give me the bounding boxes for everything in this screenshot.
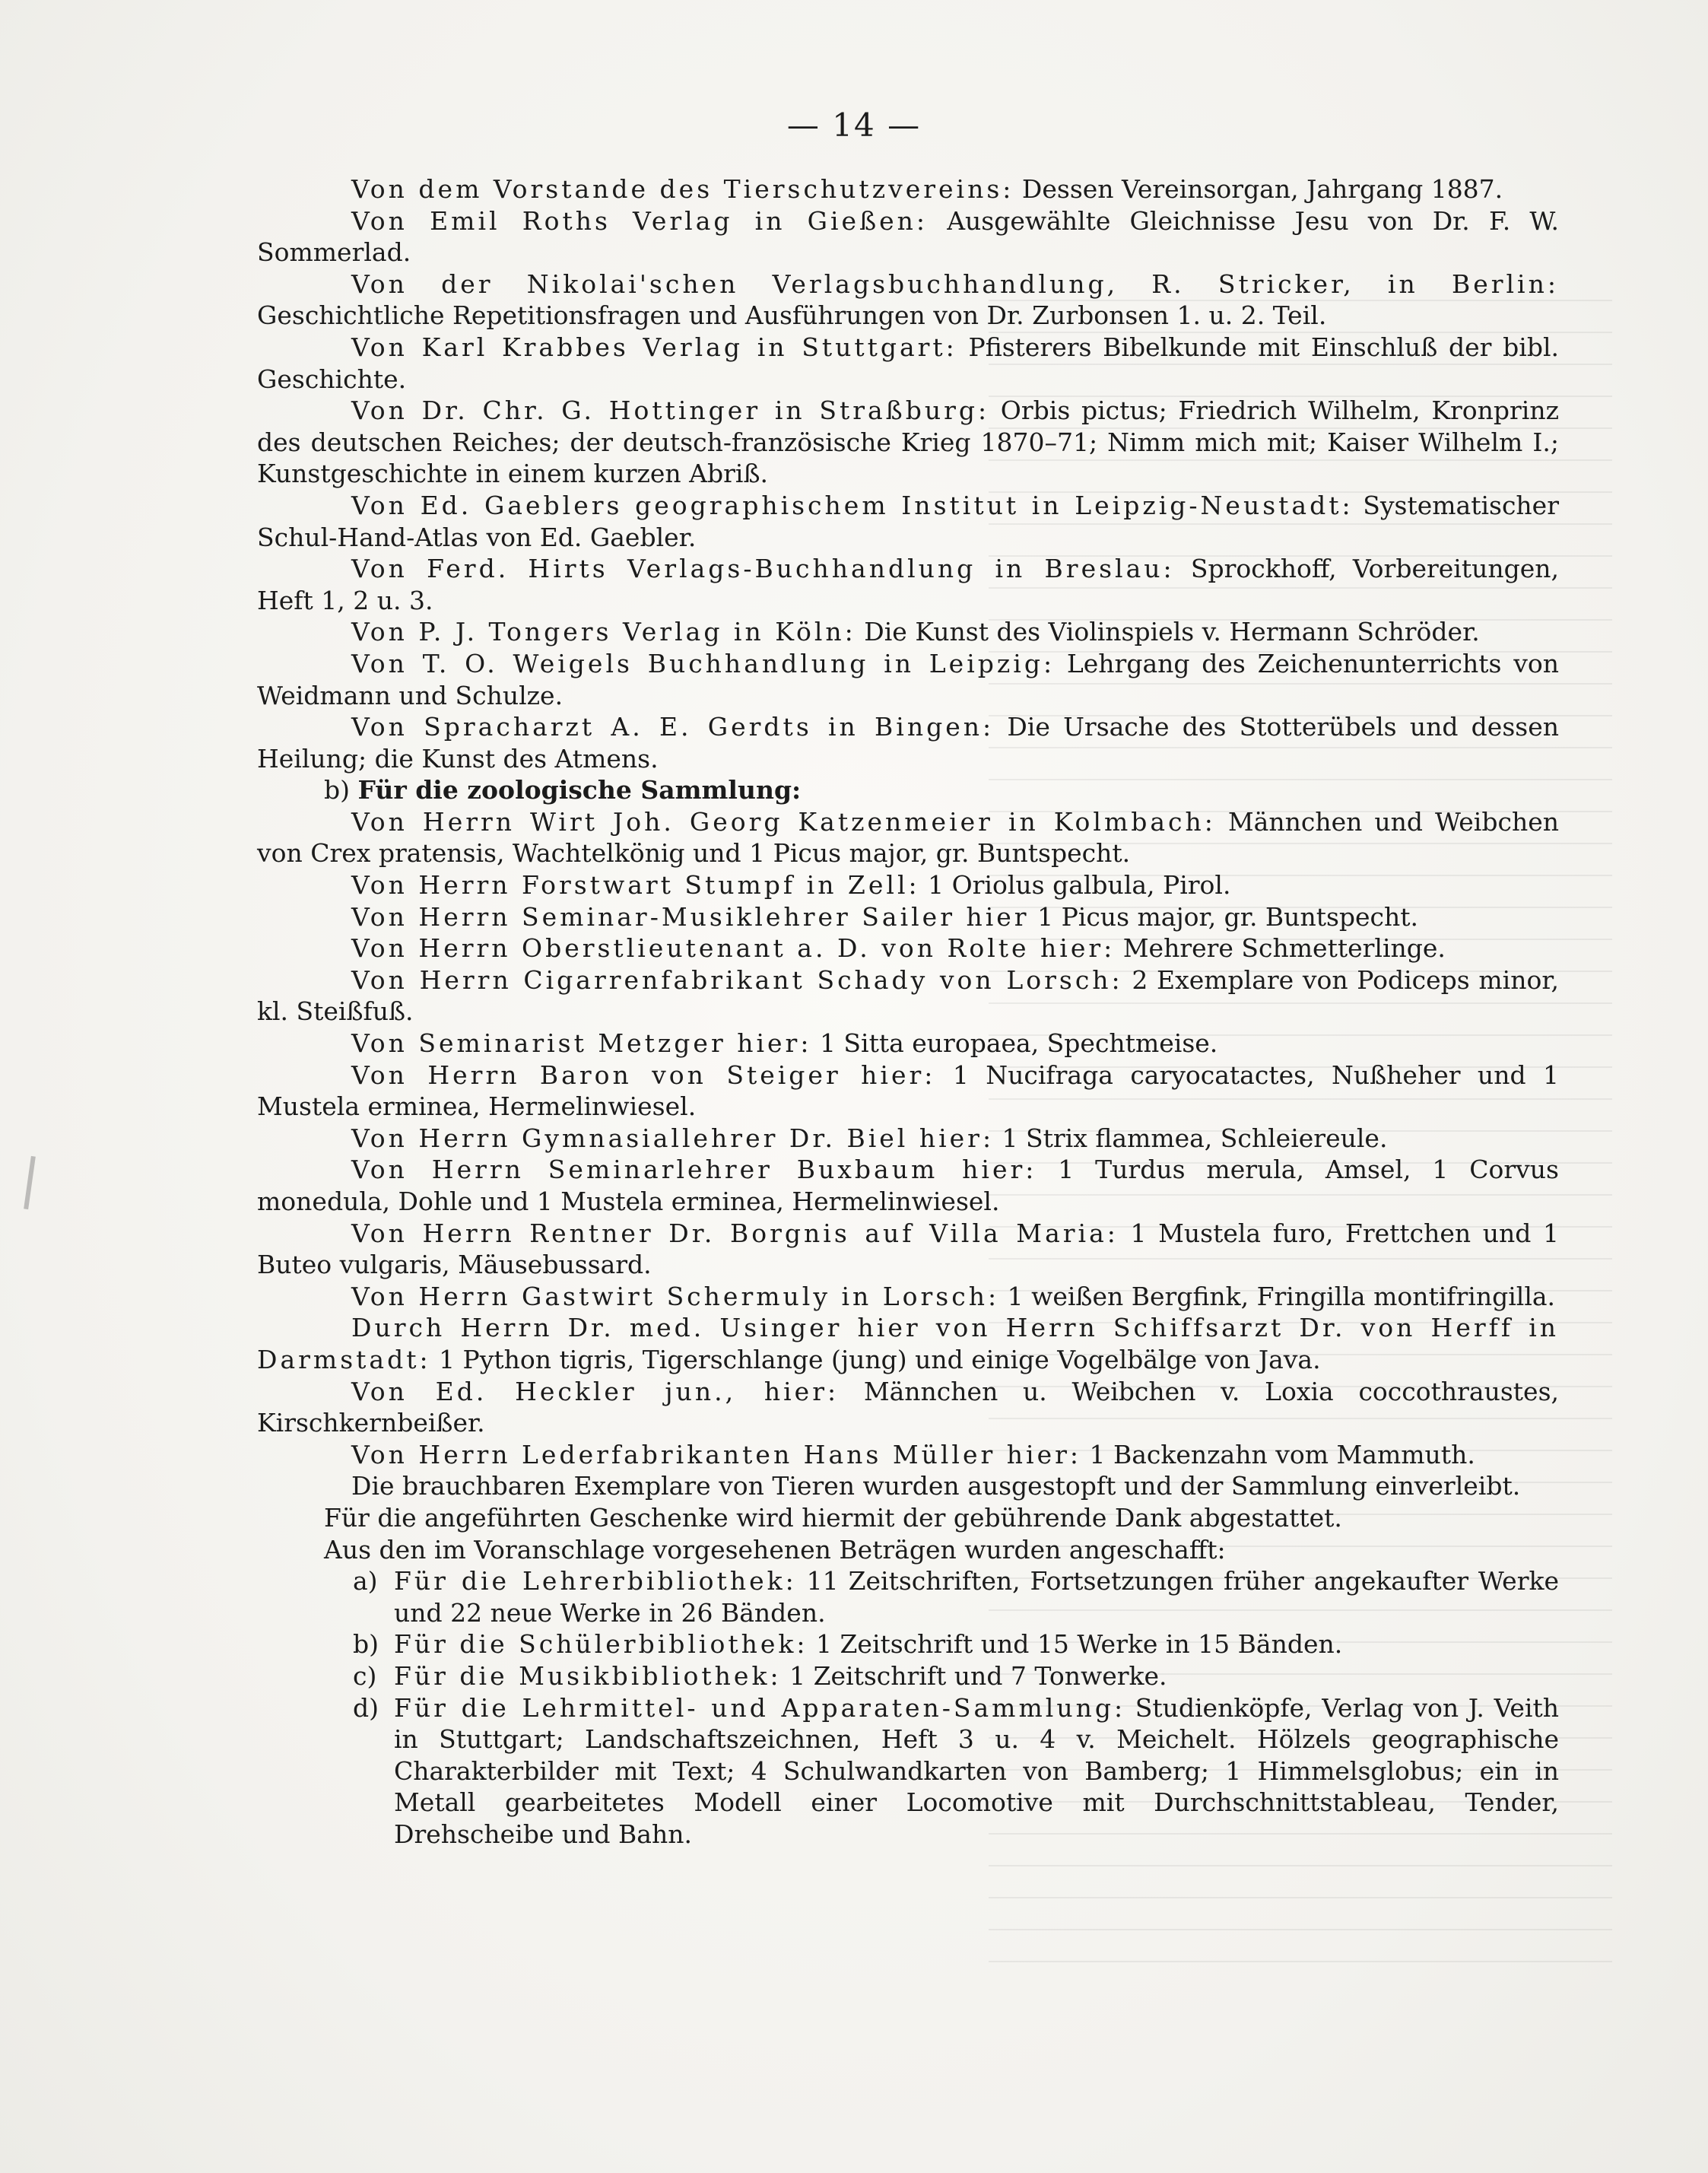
purchase-item [257,1628,1559,1660]
donor-name: Von Herrn Gymnasiallehrer Dr. Biel hier: [351,1123,995,1153]
item-text: 1 Zeitschrift und 7 Tonwerke. [781,1660,1167,1691]
donor-name: Von Herrn Forstwart Stumpf in Zell: [351,870,920,901]
donor-name: Von Karl Krabbes Verlag in Stuttgart: [351,332,957,362]
purchases-intro: Aus den im Voranschlage vorgesehenen Beträgen wurden angeschafft: [324,1534,1226,1565]
item-title: Für die Lehrmittel- und Apparaten-Sammlung: [394,1692,1126,1723]
donation-text: 1 Python tigris, Tigerschlange (jung) und einige Vogelbälge von Java. [430,1344,1321,1374]
page-body [257,173,1559,1850]
item-label: b) [353,1629,379,1660]
donation-text: Die Ursache des Stotterübels und dessen Heilung; die Kunst des Atmens. [257,712,1559,774]
donation-text: Orbis pictus; Friedrich Wilhelm, Kronprinz des deutschen Reiches; der deutsch-französische Krieg 1870–71; Nimm mich mit; Kaiser Wilhelm I.; Kunstgeschichte in einem kurzen Abriß. [257,396,1559,489]
donation-entry [257,1059,1559,1123]
donation-text: 2 Exemplare von Podiceps minor, kl. Steißfuß. [257,964,1560,1027]
margin-mark [24,1156,36,1209]
donation-entry [257,1312,1559,1375]
donation-entry [257,553,1559,616]
section-title: Für die zoologische Sammlung: [357,775,802,805]
donation-entry [257,1123,1559,1155]
item-label: d) [353,1692,379,1723]
donation-entry [257,932,1559,964]
item-title: Für die Lehrerbibliothek: [394,1566,797,1596]
donor-name: Von Herrn Rentner Dr. Borgnis auf Villa Maria: [351,1218,1119,1248]
donation-entry [257,1439,1559,1471]
donation-text: 1 Strix flammea, Schleiereule. [994,1123,1388,1153]
donation-text: 1 Oriolus galbula, Pirol. [919,870,1231,901]
donation-text: Mehrere Schmetterlinge. [1115,933,1446,964]
closing-stuffed: Die brauchbaren Exemplare von Tieren wurden ausgestopft und der Sammlung einverleibt. [351,1471,1521,1501]
donation-entry [257,616,1559,648]
item-label: c) [353,1660,377,1691]
donation-entry [257,806,1559,869]
donation-entry [257,173,1559,205]
donor-name: Von Seminarist Metzger hier: [351,1028,812,1059]
donation-entry [257,1028,1559,1059]
donor-name: Von Herrn Gastwirt Schermuly in Lorsch: [351,1281,1000,1311]
donation-entry [257,1154,1559,1217]
item-title: Für die Musikbibliothek: [394,1660,782,1691]
donor-name: Von der Nikolai'schen Verlagsbuchhandlung, R. Stricker, in Berlin: [351,268,1559,299]
donor-name: Von Emil Roths Verlag in Gießen: [351,205,929,236]
item-title: Für die Schülerbibliothek: [394,1629,808,1660]
donor-name: Durch Herrn Dr. med. Usinger hier von Herrn Schiffsarzt Dr. von Herff in Darmstadt: [257,1313,1559,1374]
donation-text: Ausgewählte Gleichnisse Jesu von Dr. F. W. Sommerlad. [257,205,1559,268]
donation-text: Die Kunst des Violinspiels v. Hermann Schröder. [856,617,1480,647]
page-number: — 14 — [786,106,922,144]
donor-name: Von Herrn Seminarlehrer Buxbaum hier: [351,1155,1037,1185]
donor-name: Von Herrn Oberstlieutenant a. D. von Rolte hier: [351,933,1116,964]
donation-entry [257,268,1559,332]
donation-entry [257,205,1559,268]
donation-text: Pfisterers Bibelkunde mit Einschluß der bibl. Geschichte. [257,332,1559,394]
donation-text: Systematischer Schul-Hand-Atlas von Ed. Gaebler. [257,490,1559,552]
donation-text: Geschichtliche Repetitionsfragen und Ausführungen von Dr. Zurbonsen 1. u. 2. Teil. [257,300,1327,331]
donor-name: Von Herrn Cigarrenfabrikant Schady von Lorsch: [351,964,1123,995]
donor-name: Von dem Vorstande des Tierschutzvereins: [351,174,1014,204]
donor-name: Von Ed. Gaeblers geographischem Institut in Leipzig-Neustadt: [351,490,1354,520]
donor-name: Von Herrn Lederfabrikanten Hans Müller hier: [351,1439,1081,1469]
donation-text: 1 Picus major, gr. Buntspecht. [1029,901,1419,932]
donation-entry [257,711,1559,774]
donation-text: 1 Backenzahn vom Mammuth. [1081,1439,1475,1469]
donation-text: 1 weißen Bergfink, Fringilla montifringilla. [999,1281,1556,1311]
donation-text: 1 Mustela furo, Frettchen und 1 Buteo vulgaris, Mäusebussard. [257,1218,1559,1280]
donor-name: Von P. J. Tongers Verlag in Köln: [351,617,856,647]
donation-entry [257,869,1559,901]
donor-name: Von Spracharzt A. E. Gerdts in Bingen: [351,712,995,742]
donation-text: Dessen Vereinsorgan, Jahrgang 1887. [1014,174,1503,204]
donation-text: 1 Sitta europaea, Spechtmeise. [811,1028,1218,1059]
donation-text: Lehrgang des Zeichenunterrichts von Weidmann und Schulze. [257,648,1560,710]
donation-entry [257,901,1559,933]
donor-name: Von Ed. Heckler jun., hier: [351,1376,840,1406]
donation-text: Sprockhoff, Vorbereitungen, Heft 1, 2 u. 3. [257,554,1560,615]
purchase-item [257,1692,1559,1851]
donation-entry [257,964,1559,1028]
donation-entry [257,332,1559,395]
donation-text: Männchen u. Weibchen v. Loxia coccothraustes, Kirschkernbeißer. [257,1376,1559,1438]
donor-name: Von Herrn Seminar-Musiklehrer Sailer hier [351,901,1030,932]
donation-entry [257,1218,1559,1281]
item-label: a) [353,1566,378,1596]
donation-entry [257,490,1559,553]
item-text: 11 Zeitschriften, Fortsetzungen früher angekaufter Werke und 22 neue Werke in 26 Bänden. [394,1566,1559,1628]
donation-entry [257,1281,1559,1313]
donor-name: Von T. O. Weigels Buchhandlung in Leipzig: [351,648,1056,678]
donor-name: Von Ferd. Hirts Verlags-Buchhandlung in Breslau: [351,554,1175,584]
donation-entry [257,395,1559,490]
item-text: Studienköpfe, Verlag von J. Veith in Stuttgart; Landschaftszeichnen, Heft 3 u. 4 v. Meichelt. Hölzels geographische Charakterbilder mit Text; 4 Schulwandkarten von Bamberg; 1 Himmelsglobus; ein in Metall gearbeitetes Modell einer Locomotive mit Durchschnittstableau, Tender, Drehscheibe und Bahn. [394,1692,1559,1849]
donor-name: Von Herrn Baron von Steiger hier: [351,1059,936,1090]
donor-name: Von Herrn Wirt Joh. Georg Katzenmeier in Kolmbach: [351,806,1216,837]
donation-text: Männchen und Weibchen von Crex pratensis, Wachtelkönig und 1 Picus major, gr. Buntspecht. [257,806,1559,869]
donation-text: 1 Nucifraga caryocatactes, Nußheher und 1 Mustela erminea, Hermelinwiesel. [257,1059,1559,1122]
purchase-item [257,1660,1559,1692]
section-heading-zoology [257,774,1559,806]
donation-entry [257,648,1559,711]
closing-thanks: Für die angeführten Geschenke wird hiermit der gebührende Dank abgestattet. [324,1502,1342,1533]
donation-entry [257,1376,1559,1439]
item-text: 1 Zeitschrift und 15 Werke in 15 Bänden. [808,1629,1343,1660]
purchase-item [257,1565,1559,1628]
section-label: b) [324,775,350,805]
donation-text: 1 Turdus merula, Amsel, 1 Corvus monedula, Dohle und 1 Mustela erminea, Hermelinwiesel. [257,1155,1559,1216]
donor-name: Von Dr. Chr. G. Hottinger in Straßburg: [351,396,990,426]
